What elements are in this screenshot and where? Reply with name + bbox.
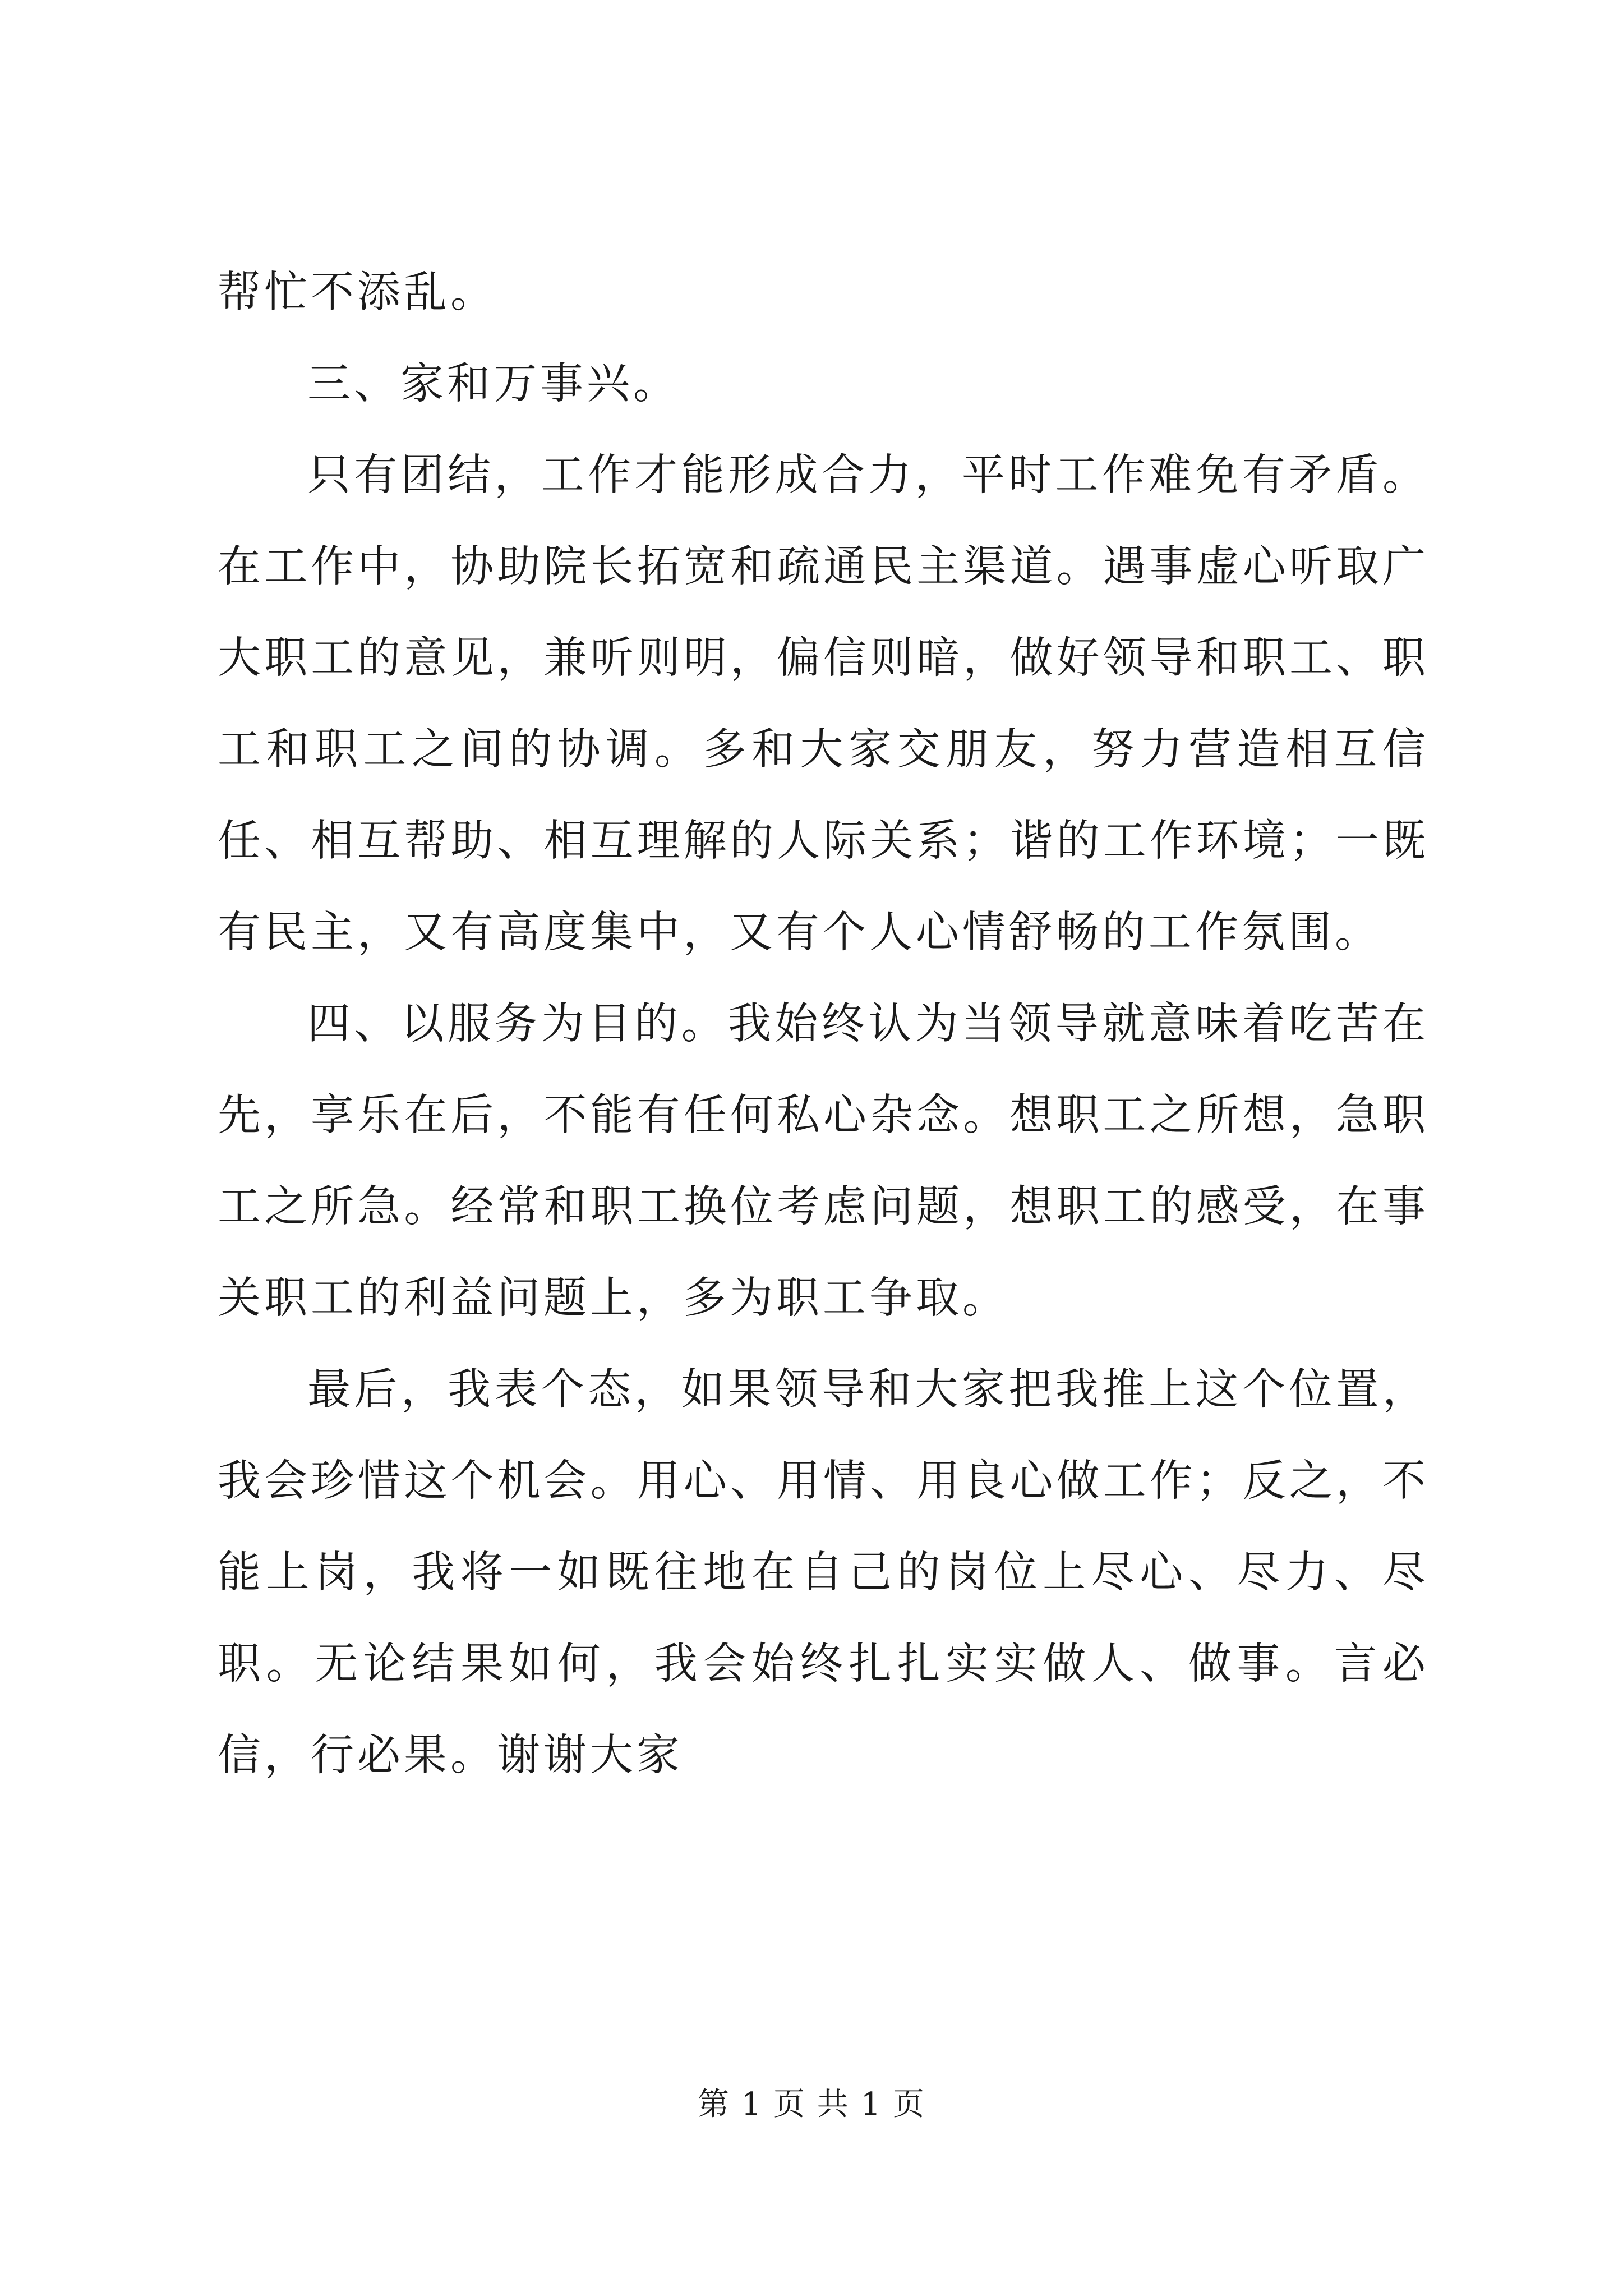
section-four-service: 四、以服务为目的。我始终认为当领导就意味着吃苦在先，享乐在后，不能有任何私心杂念。想职工之所想，急职工之所急。经常和职工换位考虑问题，想职工的感受，在事关职工的利益问题上，多为职工争取。 [218,999,1429,1323]
paragraph-unity: 只有团结，工作才能形成合力，平时工作难免有矛盾。在工作中，协助院长拓宽和疏通民主渠道。遇事虚心听取广大职工的意见，兼听则明，偏信则暗，做好领导和职工、职工和职工之间的协调。多和大家交朋友，努力营造相互信任、相互帮助、相互理解的人际关系；谐的工作环境；一既有民主，又有高度集中，又有个人心情舒畅的工作氛围。 [218,450,1429,958]
section-heading-three: 三、家和万事兴。 [307,359,680,409]
paragraph-continuation: 帮忙不添乱。 [218,268,497,318]
page-footer: 第 1 页 共 1 页 [697,2086,926,2123]
paragraph-conclusion: 最后，我表个态，如果领导和大家把我推上这个位置，我会珍惜这个机会。用心、用情、用良心做工作；反之，不能上岗，我将一如既往地在自己的岗位上尽心、尽力、尽职。无论结果如何，我会始终扎扎实实做人、做事。言必信，行必果。谢谢大家 [218,1365,1429,1780]
document-body [218,247,1429,1801]
